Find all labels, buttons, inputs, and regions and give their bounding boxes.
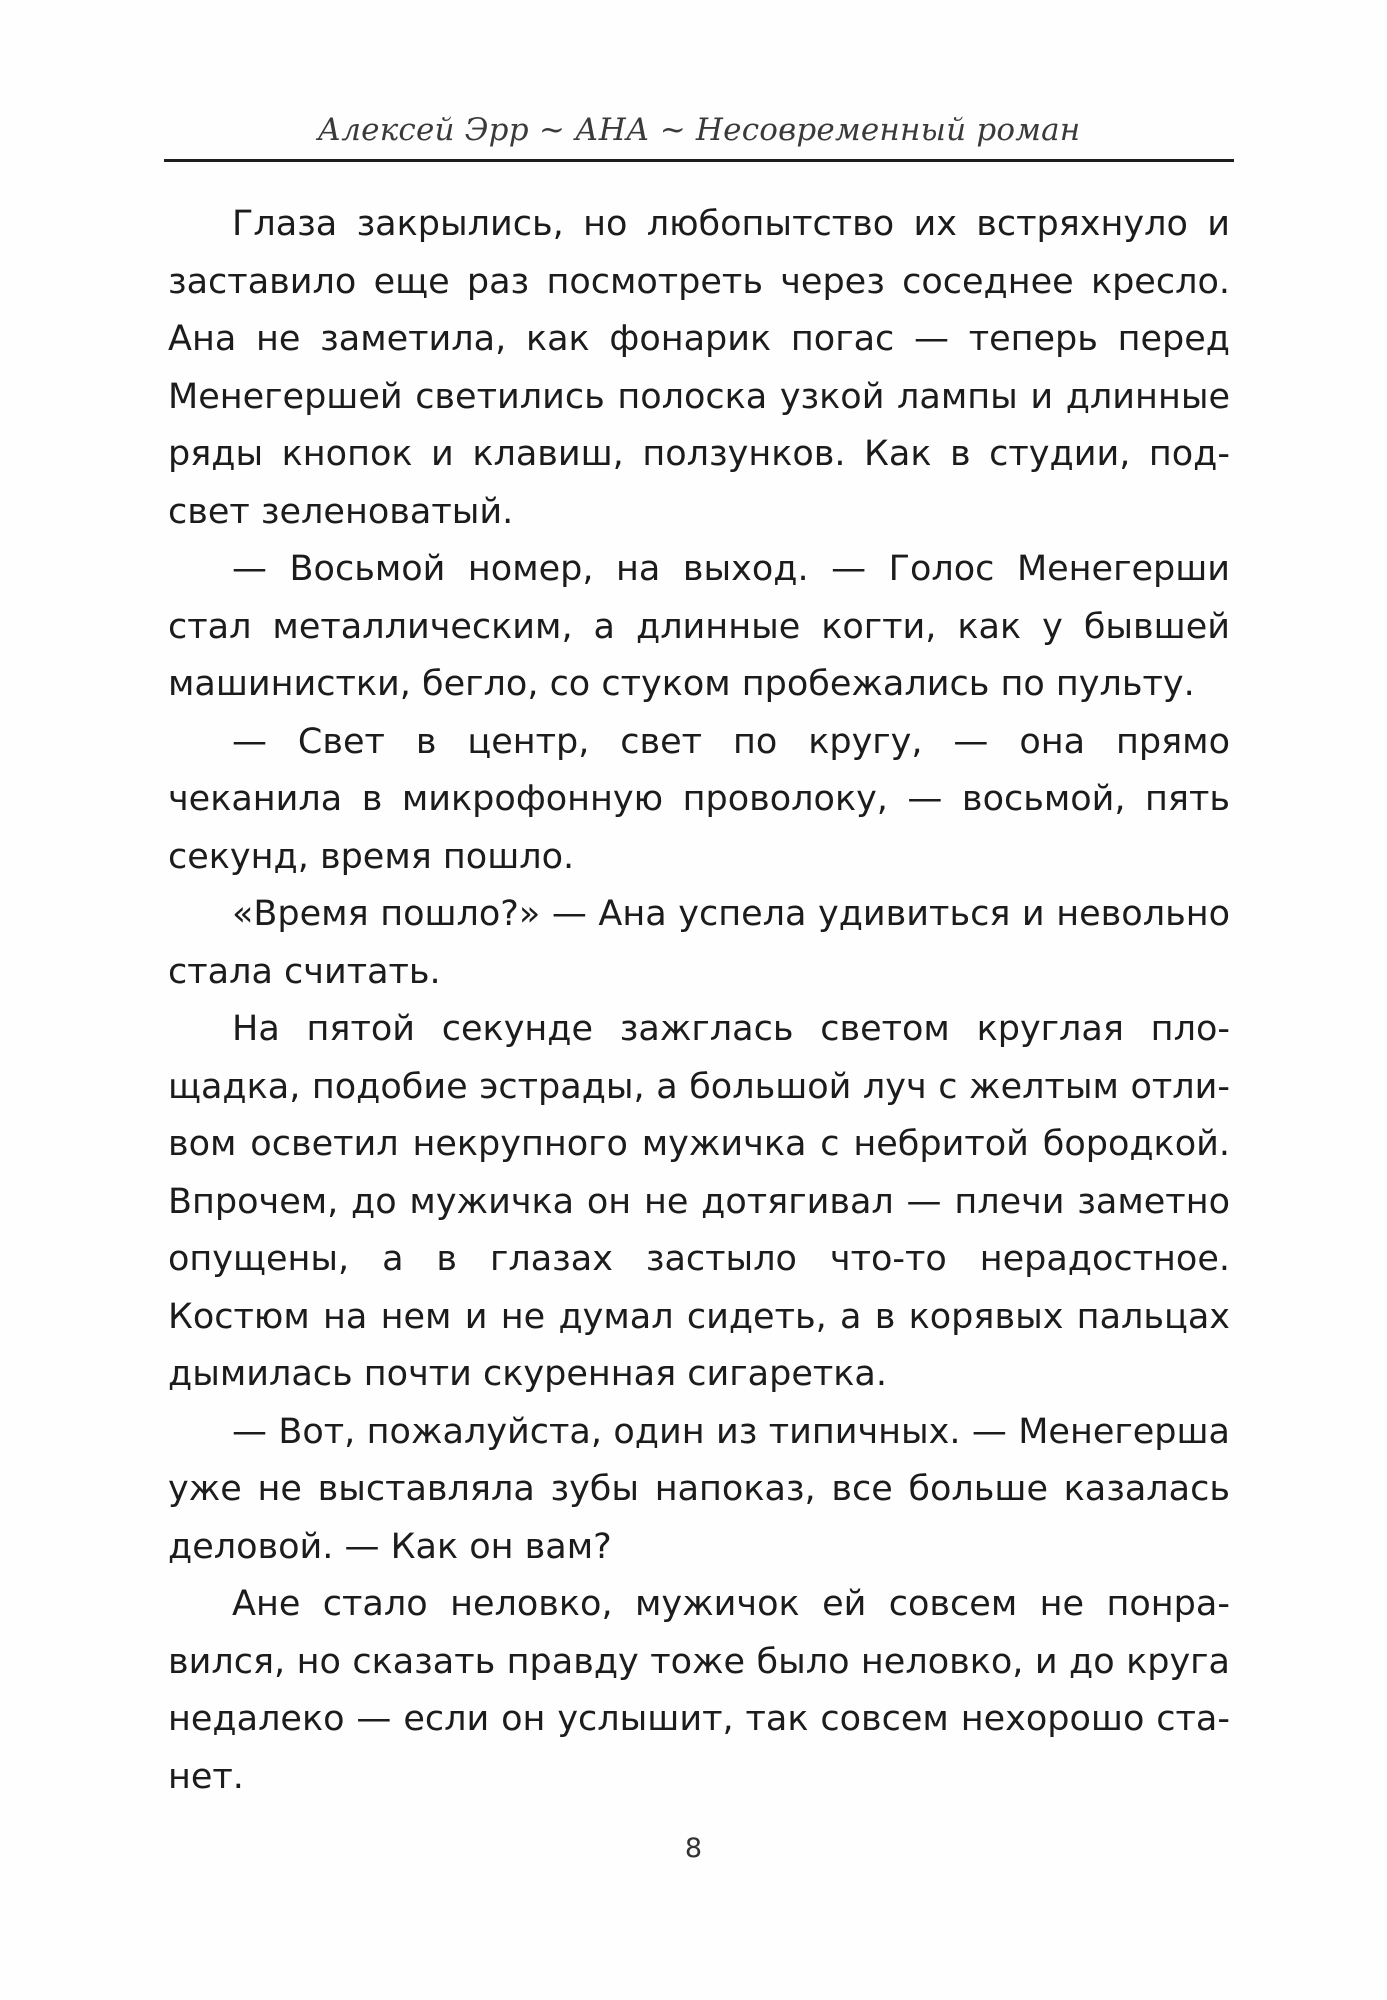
- paragraph: Глаза закрылись, но любопытство их встряхнуло и заставило еще раз посмотреть через соседнее кресло. Ана не заметила, как фонарик погас — теперь перед Менегершей светились полоска узкой лампы и длинные ряды кнопок и клавиш, ползунков. Как в студии, подсвет зеленоватый.: [168, 204, 1230, 532]
- paragraph: На пятой секунде зажглась светом круглая площадка, подобие эстрады, а большой луч с желтым отливом осветил некрупного мужичка с небритой бородкой. Впрочем, до мужичка он не дотягивал — плечи заметно опущены, а в глазах застыло что-то нерадостное. Костюм на нем и не думал сидеть, а в корявых пальцах дымилась почти скуренная сигаретка.: [168, 1009, 1230, 1394]
- page-number: 8: [684, 1833, 703, 1864]
- paragraph: Ане стало неловко, мужичок ей совсем не понравился, но сказать правду тоже было неловко, и до круга недалеко — если он услышит, так совсем нехорошо станет.: [168, 1584, 1230, 1797]
- body-text: [168, 196, 1230, 1806]
- running-head: Алексей Эрр ~ АНА ~ Несовременный роман: [317, 112, 1081, 148]
- paragraph: «Время пошло?» — Ана успела удивиться и невольно стала считать.: [168, 894, 1230, 992]
- paragraph: — Вот, пожалуйста, один из типичных. — Менегерша уже не выставляла зубы напоказ, все больше казалась деловой. — Как он вам?: [168, 1411, 1230, 1567]
- header-rule: [164, 159, 1234, 162]
- paragraph: — Свет в центр, свет по кругу, — она прямо чеканила в микрофонную проволоку, — восьмой, пять секунд, время пошло.: [168, 721, 1230, 877]
- paragraph: — Восьмой номер, на выход. — Голос Менегерши стал металлическим, а длинные когти, как у бывшей машинистки, бегло, со стуком пробежались по пульту.: [168, 549, 1230, 704]
